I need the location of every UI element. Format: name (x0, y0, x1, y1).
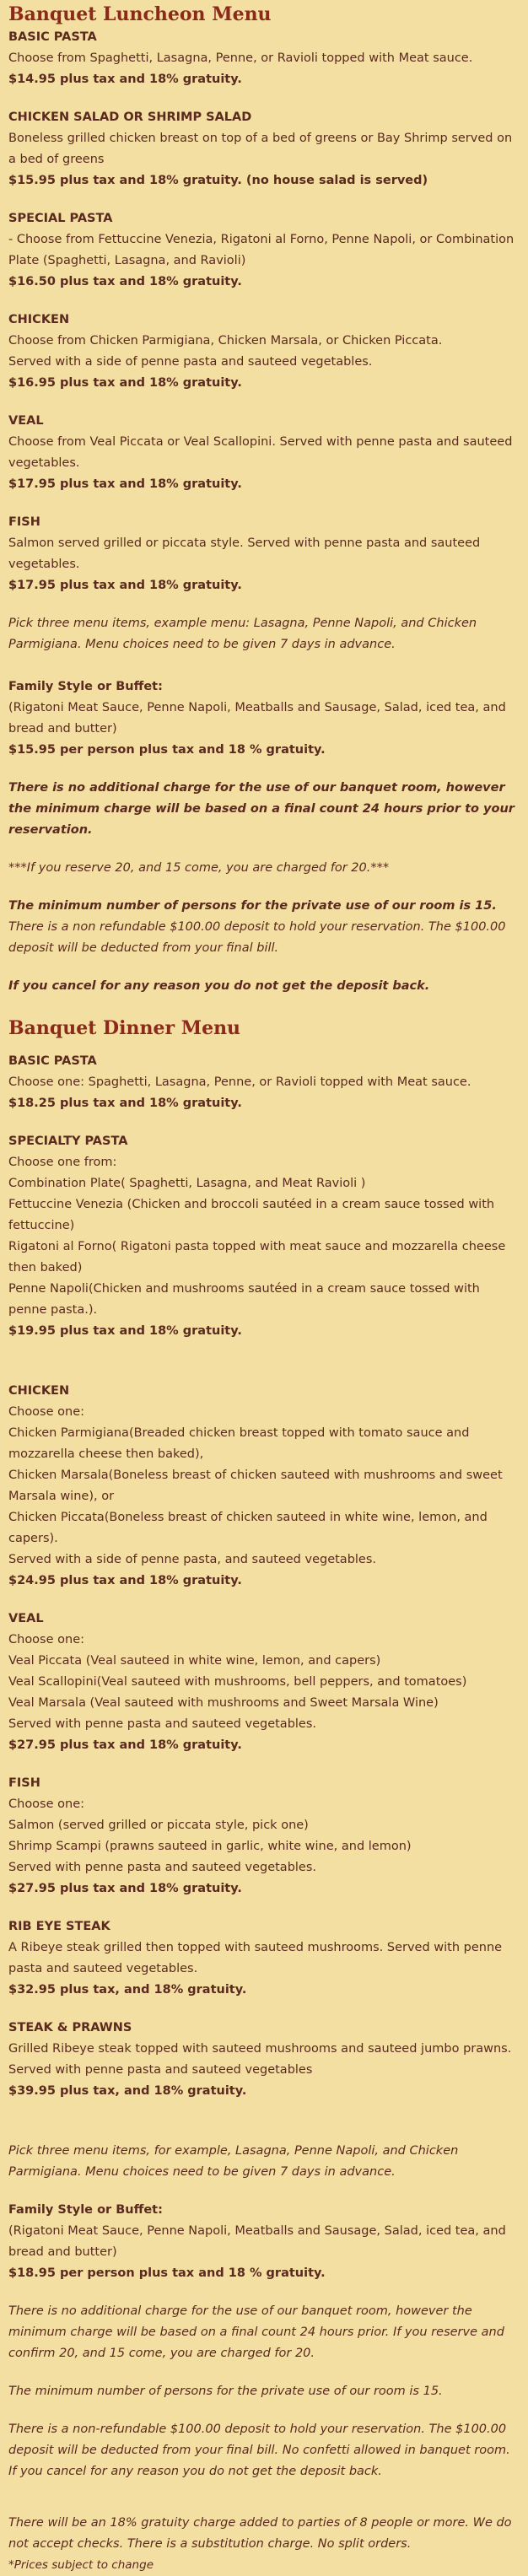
menu-item-price: $17.95 plus tax and 18% gratuity. (8, 477, 242, 491)
menu-item (8, 1773, 520, 1900)
menu-item-heading: BASIC PASTA (8, 1054, 97, 1068)
menu-item-price: $16.95 plus tax and 18% gratuity. (8, 376, 242, 390)
menu-item-price: $24.95 plus tax and 18% gratuity. (8, 1574, 242, 1587)
menu-item-price: $17.95 plus tax and 18% gratuity. (8, 579, 242, 592)
menu-item-heading: BASIC PASTA (8, 30, 97, 44)
menu-item-price: $18.25 plus tax and 18% gratuity. (8, 1097, 242, 1110)
menu-item-description: Choose one: (8, 1405, 85, 1419)
luncheon-room-note: There is no additional charge for the use of our banquet room, however the minimum charge will be based on a final count 24 hours prior to your reservation. (8, 781, 515, 837)
menu-item-price: $27.95 plus tax and 18% gratuity. (8, 1738, 242, 1752)
menu-item-description: Chicken Marsala(Boneless breast of chicken sauteed with mushrooms and sweet Marsala wine), or (8, 1469, 503, 1503)
menu-item-description: Veal Scallopini(Veal sauteed with mushrooms, bell peppers, and tomatoes) (8, 1675, 467, 1689)
menu-item-price: $14.95 plus tax and 18% gratuity. (8, 73, 242, 86)
dinner-deposit-note: There is a non-refundable $100.00 deposit to hold your reservation. The $100.00 deposit will be deducted from your final bill. No confetti allowed in banquet room. If you cancel for any reason you do not get the deposit back. (8, 2422, 510, 2478)
menu-item-heading: RIB EYE STEAK (8, 1920, 110, 1933)
luncheon-family-price: $15.95 per person plus tax and 18 % gratuity. (8, 743, 326, 757)
dinner-prices-note: *Prices subject to change (8, 2558, 154, 2572)
menu-item (8, 411, 520, 495)
menu-item-description: Combination Plate( Spaghetti, Lasagna, and Meat Ravioli ) (8, 1177, 366, 1190)
luncheon-family-head: Family Style or Buffet: (8, 680, 163, 693)
dinner-minimum-note: The minimum number of persons for the private use of our room is 15. (8, 2385, 443, 2398)
dinner-room-note: There is no additional charge for the use of our banquet room, however the minimum charge will be based on a final count 24 hours prior. If you reserve and confirm 20, and 15 come, you are charged for 20. (8, 2304, 504, 2360)
menu-item-description: Choose one: Spaghetti, Lasagna, Penne, or Ravioli topped with Meat sauce. (8, 1075, 471, 1089)
menu-item-description: Chicken Piccata(Boneless breast of chicken sauteed in white wine, lemon, and capers). (8, 1511, 488, 1545)
luncheon-section (8, 0, 520, 997)
menu-item-price: $39.95 plus tax, and 18% gratuity. (8, 2084, 247, 2098)
luncheon-reserve-note: ***If you reserve 20, and 15 come, you are charged for 20.*** (8, 861, 390, 875)
menu-item (8, 1381, 520, 1592)
menu-item-price: $19.95 plus tax and 18% gratuity. (8, 1324, 242, 1338)
menu-item-heading: FISH (8, 515, 40, 529)
menu-item (8, 1051, 520, 1114)
dinner-pick-note: Pick three menu items, for example, Lasagna, Penne Napoli, and Chicken Parmigiana. Menu choices need to be given 7 days in advance. (8, 2144, 459, 2179)
luncheon-deposit-note: There is a non refundable $100.00 deposit to hold your reservation. The $100.00 deposit will be deducted from your final bill. (8, 920, 506, 955)
menu-item-description: Choose one: (8, 1633, 85, 1646)
menu-item-description: Choose from Chicken Parmigiana, Chicken Marsala, or Chicken Piccata. (8, 334, 443, 348)
luncheon-items (8, 27, 520, 596)
menu-item-description: Boneless grilled chicken breast on top of a bed of greens or Bay Shrimp served on a bed of greens (8, 132, 513, 166)
menu-item (8, 27, 520, 90)
menu-item-description: Choose from Veal Piccata or Veal Scallopini. Served with penne pasta and sauteed vegetables. (8, 435, 513, 470)
menu-item-heading: CHICKEN SALAD OR SHRIMP SALAD (8, 110, 252, 124)
menu-item-heading: SPECIAL PASTA (8, 212, 113, 225)
menu-item (8, 2018, 520, 2102)
menu-item-description: Chicken Parmigiana(Breaded chicken breast topped with tomato sauce and mozzarella cheese then baked), (8, 1426, 470, 1461)
menu-item-price: $15.95 plus tax and 18% gratuity. (no house salad is served) (8, 174, 428, 187)
menu-item-description: Veal Piccata (Veal sauteed in white wine, lemon, and capers) (8, 1654, 381, 1668)
dinner-family-price: $18.95 per person plus tax and 18 % gratuity. (8, 2266, 326, 2280)
menu-item-description: Choose from Spaghetti, Lasagna, Penne, or Ravioli topped with Meat sauce. (8, 51, 473, 65)
dinner-section (8, 1014, 520, 2576)
dinner-family-head: Family Style or Buffet: (8, 2203, 163, 2217)
luncheon-minimum-note: The minimum number of persons for the private use of our room is 15. (8, 899, 497, 913)
menu-item (8, 1916, 520, 2001)
menu-item (8, 1131, 520, 1342)
menu-item-description: Salmon served grilled or piccata style. Served with penne pasta and sauteed vegetables. (8, 536, 481, 571)
luncheon-pick-note: Pick three menu items, example menu: Lasagna, Penne Napoli, and Chicken Parmigiana. Menu choices need to be given 7 days in advance. (8, 617, 477, 651)
menu-item-description: Salmon (served grilled or piccata style, pick one) (8, 1819, 309, 1832)
menu-item-description: Shrimp Scampi (prawns sauteed in garlic, white wine, and lemon) (8, 1840, 412, 1853)
menu-item-heading: CHICKEN (8, 313, 70, 326)
luncheon-cancel-note: If you cancel for any reason you do not get the deposit back. (8, 979, 430, 993)
menu-item (8, 107, 520, 191)
menu-item-description: Grilled Ribeye steak topped with sauteed mushrooms and sauteed jumbo prawns. Served with penne pasta and sauteed vegetables (8, 2042, 512, 2077)
menu-item-heading: VEAL (8, 1612, 44, 1625)
menu-item-description: Served with penne pasta and sauteed vegetables. (8, 1717, 317, 1731)
menu-item-description: Served with penne pasta and sauteed vegetables. (8, 1861, 317, 1874)
menu-item-description: Choose one from: (8, 1156, 117, 1169)
menu-item-description: Choose one: (8, 1797, 85, 1811)
dinner-title: Banquet Dinner Menu (8, 1017, 241, 1039)
menu-item-heading: CHICKEN (8, 1384, 70, 1398)
menu-item-price: $27.95 plus tax and 18% gratuity. (8, 1882, 242, 1895)
menu-item-price: $32.95 plus tax, and 18% gratuity. (8, 1983, 247, 1997)
menu-item-heading: SPECIALTY PASTA (8, 1134, 128, 1148)
menu-item (8, 512, 520, 596)
menu-item-description: Veal Marsala (Veal sauteed with mushrooms and Sweet Marsala Wine) (8, 1696, 439, 1710)
menu-item-description: - Choose from Fettuccine Venezia, Rigatoni al Forno, Penne Napoli, or Combination Plate (Spaghetti, Lasagna, and Ravioli) (8, 233, 515, 267)
dinner-items (8, 1051, 520, 2102)
menu-item-heading: VEAL (8, 414, 44, 428)
menu-item-description: Fettuccine Venezia (Chicken and broccoli sautéed in a cream sauce tossed with fettuccine) (8, 1198, 495, 1232)
menu-item-description: Rigatoni al Forno( Rigatoni pasta topped with meat sauce and mozzarella cheese then baked) (8, 1240, 506, 1275)
menu-item-price: $16.50 plus tax and 18% gratuity. (8, 275, 242, 288)
luncheon-title: Banquet Luncheon Menu (8, 3, 272, 25)
menu-item-heading: FISH (8, 1776, 40, 1790)
menu-item-heading: STEAK & PRAWNS (8, 2021, 132, 2034)
dinner-family-desc: (Rigatoni Meat Sauce, Penne Napoli, Meatballs and Sausage, Salad, iced tea, and bread and butter) (8, 2224, 506, 2259)
dinner-gratuity-note: There will be an 18% gratuity charge added to parties of 8 people or more. We do not accept checks. There is a substitution charge. No split orders. (8, 2516, 512, 2551)
menu-item-description: A Ribeye steak grilled then topped with sauteed mushrooms. Served with penne pasta and sauteed vegetables. (8, 1941, 503, 1975)
luncheon-family-desc: (Rigatoni Meat Sauce, Penne Napoli, Meatballs and Sausage, Salad, iced tea, and bread and butter) (8, 701, 506, 736)
menu-item-description: Penne Napoli(Chicken and mushrooms sautéed in a cream sauce tossed with penne pasta.). (8, 1282, 480, 1317)
menu-item-description: Served with a side of penne pasta, and sauteed vegetables. (8, 1553, 377, 1566)
menu-item (8, 1609, 520, 1756)
menu-item (8, 208, 520, 293)
menu-item (8, 310, 520, 394)
menu-item-description: Served with a side of penne pasta and sauteed vegetables. (8, 355, 373, 369)
